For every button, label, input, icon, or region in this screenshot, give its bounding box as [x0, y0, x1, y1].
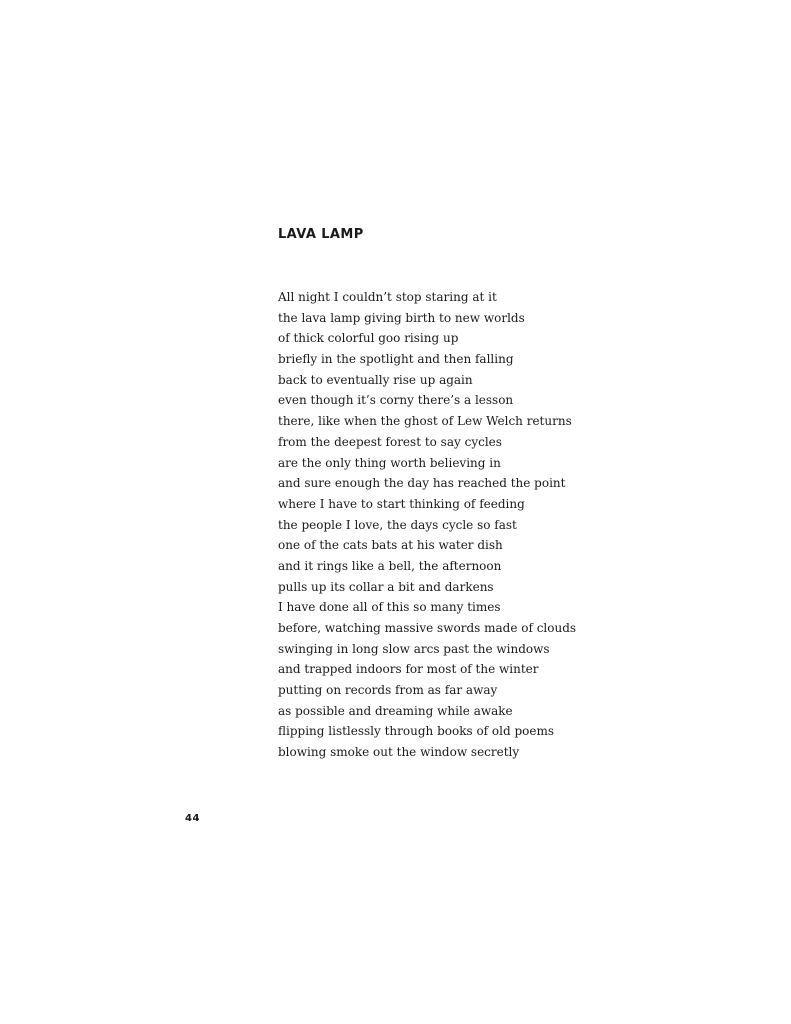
poem-line: blowing smoke out the window secretly [278, 745, 520, 760]
poem-line: there, like when the ghost of Lew Welch returns [278, 414, 572, 429]
poem-line: swinging in long slow arcs past the windows [278, 641, 550, 656]
poem-line: flipping listlessly through books of old poems [278, 724, 555, 739]
poem-line: one of the cats bats at his water dish [278, 538, 503, 553]
poem-line: All night I couldn’t stop staring at it [278, 290, 497, 304]
poem-title: LAVA LAMP [278, 227, 364, 242]
poem-line: I have done all of this so many times [278, 600, 501, 615]
poem-line: of thick colorful goo rising up [278, 331, 459, 346]
poem-line: from the deepest forest to say cycles [278, 434, 502, 449]
poem-line: and sure enough the day has reached the point [278, 476, 566, 491]
poem-line: even though it’s corny there’s a lesson [278, 393, 514, 408]
poem-line: are the only thing worth believing in [278, 455, 501, 470]
poem-line: the lava lamp giving birth to new worlds [278, 310, 525, 325]
poem-body [278, 287, 576, 763]
poem-line: and trapped indoors for most of the winter [278, 662, 539, 677]
poem-line: briefly in the spotlight and then falling [278, 352, 514, 367]
poem-line: back to eventually rise up again [278, 372, 473, 387]
poem-line: as possible and dreaming while awake [278, 703, 513, 718]
poem-line: before, watching massive swords made of clouds [278, 621, 577, 635]
poem-line: the people I love, the days cycle so fast [278, 517, 517, 532]
poem-line: pulls up its collar a bit and darkens [278, 579, 494, 594]
poem-line: where I have to start thinking of feeding [278, 496, 525, 511]
poem-line: and it rings like a bell, the afternoon [278, 558, 502, 573]
page-number: 44 [185, 813, 200, 824]
poem-line: putting on records from as far away [278, 683, 498, 698]
